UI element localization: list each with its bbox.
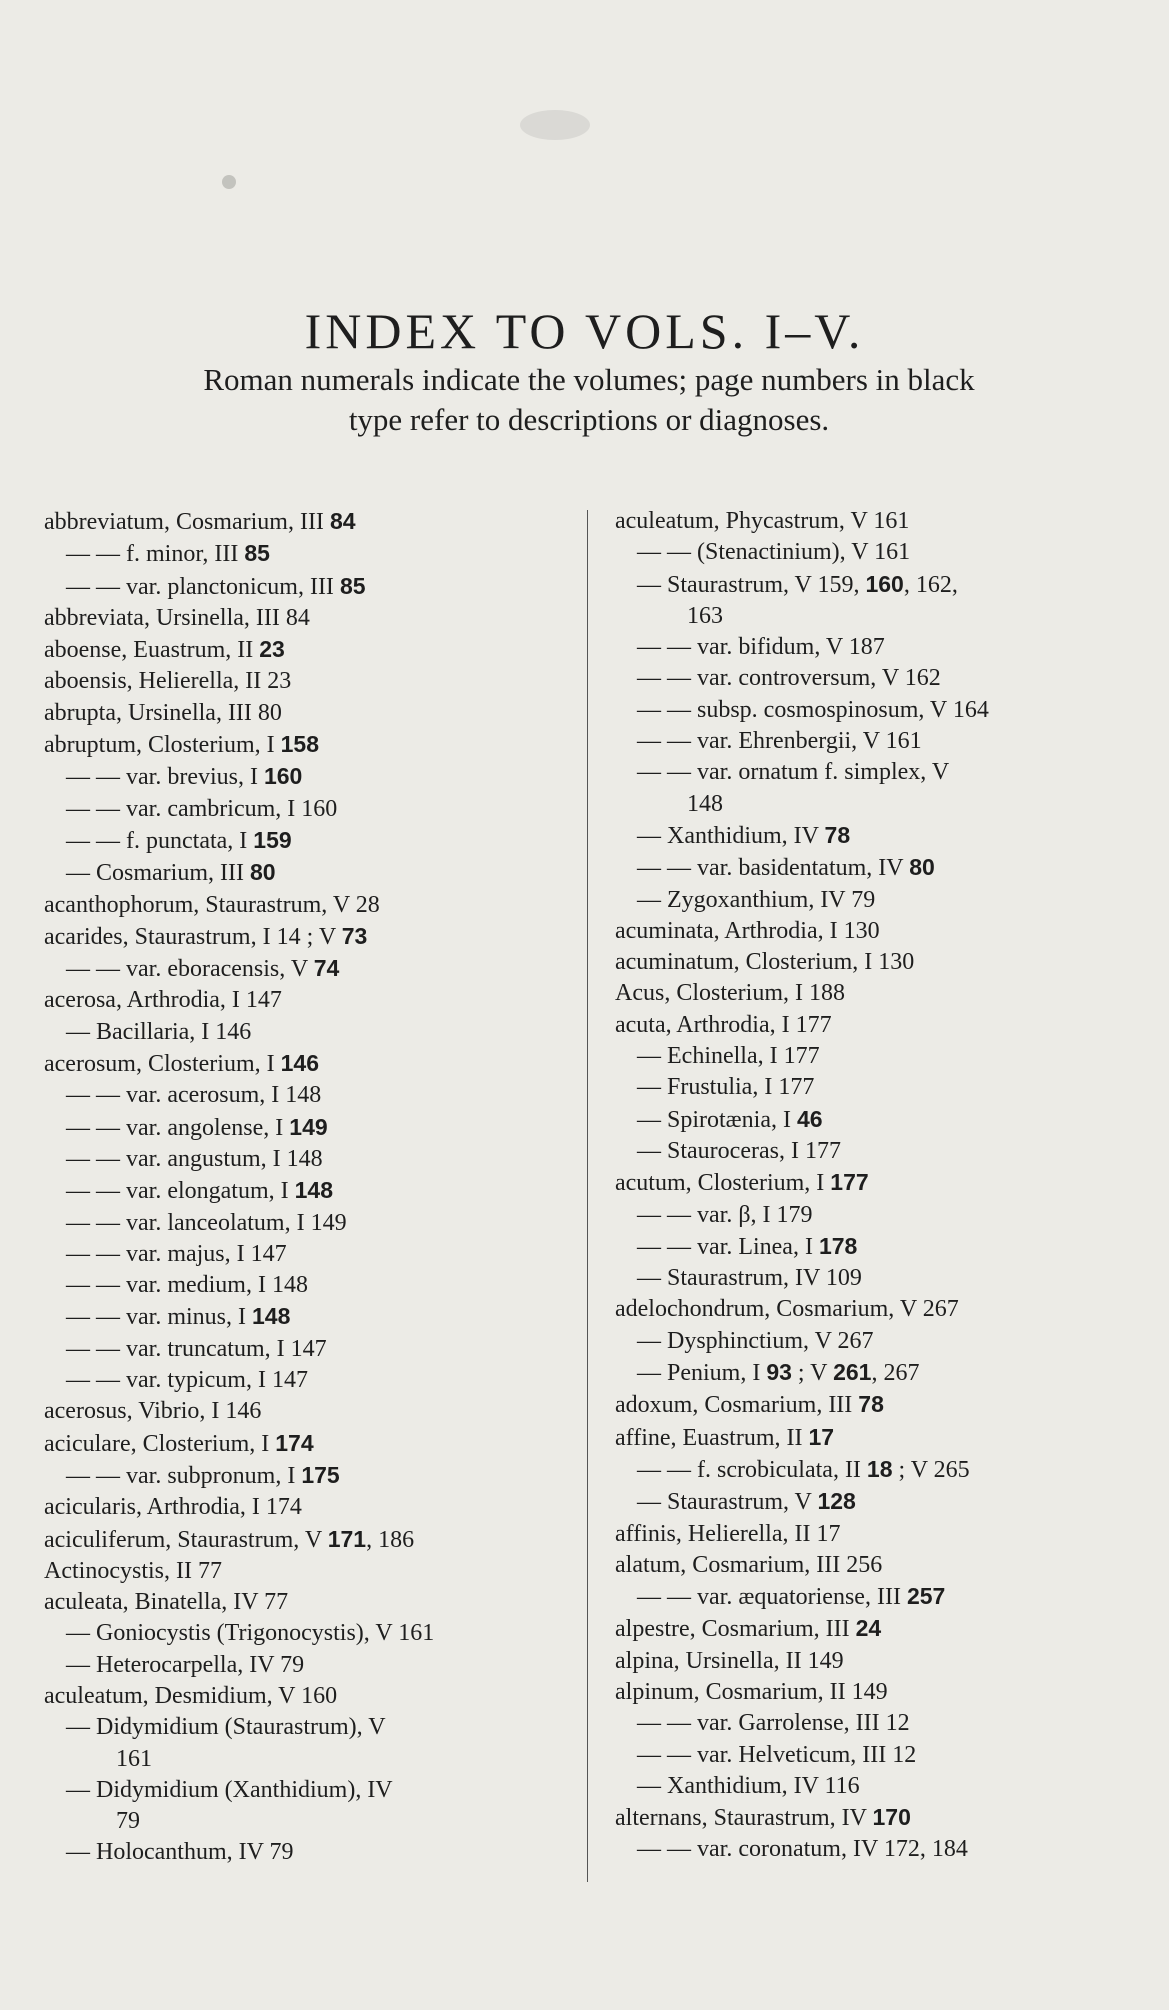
entry-text: alternans, Staurastrum, IV bbox=[615, 1805, 873, 1832]
index-entry bbox=[44, 1365, 574, 1396]
entry-page-bold: 159 bbox=[253, 826, 292, 853]
entry-text: Actinocystis, II 77 bbox=[44, 1557, 222, 1584]
entry-page-bold: 18 bbox=[866, 1455, 893, 1482]
index-entry bbox=[615, 1802, 1135, 1834]
index-entry bbox=[615, 1581, 1135, 1613]
entry-text: — — var. bifidum, V 187 bbox=[637, 634, 885, 661]
index-entry bbox=[44, 506, 574, 538]
index-entry bbox=[615, 506, 1135, 537]
entry-page-bold: 160 bbox=[865, 570, 904, 597]
entry-text: — — var. brevius, I bbox=[66, 764, 264, 791]
index-entry bbox=[615, 1072, 1135, 1103]
index-entry bbox=[615, 1454, 1135, 1486]
entry-page-bold: 74 bbox=[313, 955, 340, 982]
index-entry bbox=[44, 1428, 574, 1460]
index-entry bbox=[615, 1613, 1135, 1645]
index-column-right bbox=[615, 506, 1135, 1866]
entry-text: — — var. elongatum, I bbox=[66, 1178, 295, 1205]
entry-page-bold: 261 bbox=[833, 1359, 872, 1386]
entry-text: — Stauroceras, I 177 bbox=[637, 1137, 841, 1164]
index-entry bbox=[44, 1334, 574, 1365]
index-entry bbox=[44, 1681, 574, 1712]
entry-page-bold: 78 bbox=[858, 1391, 884, 1418]
entry-text: — Didymidium (Staurastrum), V bbox=[66, 1714, 386, 1741]
entry-text: — Staurastrum, V bbox=[637, 1489, 818, 1516]
index-entry bbox=[615, 695, 1135, 726]
entry-text: , 162, bbox=[903, 571, 958, 598]
entry-page-bold: 178 bbox=[818, 1232, 858, 1259]
index-entry bbox=[44, 1396, 574, 1427]
entry-page-bold: 73 bbox=[341, 922, 368, 949]
index-entry bbox=[615, 663, 1135, 694]
page-smudge bbox=[222, 175, 236, 189]
page-title: INDEX TO VOLS. I–V. bbox=[304, 302, 865, 359]
entry-page-bold: 85 bbox=[244, 540, 270, 567]
entry-page-bold: 257 bbox=[906, 1583, 946, 1610]
index-entry bbox=[44, 1618, 574, 1649]
index-entry bbox=[615, 1771, 1135, 1802]
index-entry bbox=[615, 1834, 1135, 1865]
index-entry bbox=[44, 1270, 574, 1301]
entry-text: — Zygoxanthium, IV 79 bbox=[637, 886, 876, 913]
entry-text: — Goniocystis (Trigonocystis), V 161 bbox=[66, 1620, 435, 1647]
entry-text: — Frustulia, I 177 bbox=[637, 1074, 815, 1101]
entry-text: adoxum, Cosmarium, III bbox=[615, 1392, 859, 1419]
entry-page-bold: 177 bbox=[830, 1169, 869, 1196]
entry-text: — — var. β, I 179 bbox=[637, 1201, 813, 1228]
entry-text: — — var. truncatum, I 147 bbox=[66, 1335, 327, 1362]
entry-text: — — var. minus, I bbox=[66, 1304, 252, 1331]
entry-page-bold: 84 bbox=[329, 508, 356, 534]
entry-text: aciculiferum, Staurastrum, V bbox=[44, 1526, 328, 1553]
entry-text: aboensis, Helierella, II 23 bbox=[44, 668, 292, 695]
entry-text: — Xanthidium, IV bbox=[637, 822, 825, 849]
entry-text: — Heterocarpella, IV 79 bbox=[66, 1651, 305, 1678]
index-entry bbox=[615, 1167, 1135, 1199]
page-smudge bbox=[520, 110, 590, 140]
entry-text: — — var. lanceolatum, I 149 bbox=[66, 1209, 347, 1236]
entry-text: adelochondrum, Cosmarium, V 267 bbox=[615, 1296, 959, 1323]
entry-page-bold: 24 bbox=[855, 1615, 882, 1642]
index-entry bbox=[615, 1677, 1135, 1708]
entry-text: aculeata, Binatella, IV 77 bbox=[44, 1589, 289, 1616]
entry-text: acerosum, Closterium, I bbox=[44, 1051, 281, 1078]
index-entry bbox=[615, 916, 1135, 947]
index-entry bbox=[44, 1712, 574, 1743]
entry-text: — Cosmarium, III bbox=[66, 860, 250, 887]
index-entry bbox=[615, 1041, 1135, 1072]
index-entry bbox=[615, 1104, 1135, 1136]
index-entry bbox=[44, 1492, 574, 1523]
entry-text: — — var. majus, I 147 bbox=[66, 1240, 287, 1267]
index-entry bbox=[615, 1200, 1135, 1231]
entry-text: acerosa, Arthrodia, I 147 bbox=[44, 987, 282, 1014]
entry-page-bold: 17 bbox=[808, 1423, 835, 1450]
index-entry bbox=[44, 1775, 574, 1806]
entry-text: — Spirotænia, I bbox=[637, 1106, 797, 1133]
entry-text: — Penium, I bbox=[637, 1360, 767, 1387]
entry-text: — — var. acerosum, I 148 bbox=[66, 1082, 322, 1109]
entry-text: aculeatum, Phycastrum, V 161 bbox=[615, 508, 910, 534]
entry-text: — Echinella, I 177 bbox=[637, 1043, 820, 1070]
entry-text: acicularis, Arthrodia, I 174 bbox=[44, 1494, 302, 1521]
entry-text: acuminata, Arthrodia, I 130 bbox=[615, 917, 880, 944]
entry-text: — — var. controversum, V 162 bbox=[637, 665, 941, 692]
entry-text: 79 bbox=[116, 1808, 140, 1835]
entry-page-bold: 46 bbox=[797, 1105, 823, 1132]
index-entry bbox=[615, 947, 1135, 978]
index-entry bbox=[44, 1080, 574, 1111]
entry-text: alpina, Ursinella, II 149 bbox=[615, 1647, 844, 1674]
index-entry bbox=[44, 729, 574, 761]
index-entry bbox=[44, 1744, 574, 1775]
entry-page-bold: 170 bbox=[872, 1804, 911, 1831]
index-entry bbox=[44, 761, 574, 793]
entry-text: — — var. coronatum, IV 172, 184 bbox=[637, 1836, 968, 1863]
index-entry bbox=[615, 537, 1135, 568]
entry-text: — — f. scrobiculata, II bbox=[637, 1456, 867, 1483]
index-entry bbox=[44, 1144, 574, 1175]
entry-page-bold: 171 bbox=[327, 1525, 367, 1552]
entry-text: — — var. angustum, I 148 bbox=[66, 1145, 323, 1172]
entry-text: affinis, Helierella, II 17 bbox=[615, 1520, 841, 1547]
index-entry bbox=[615, 885, 1135, 916]
index-entry bbox=[44, 1524, 574, 1556]
index-entry bbox=[615, 820, 1135, 852]
entry-text: 148 bbox=[687, 790, 723, 817]
index-entry bbox=[615, 726, 1135, 757]
index-entry bbox=[44, 1806, 574, 1837]
index-entry bbox=[615, 1326, 1135, 1357]
entry-text: — — var. Ehrenbergii, V 161 bbox=[637, 728, 922, 755]
entry-text: — — var. Linea, I bbox=[637, 1233, 819, 1260]
entry-text: aculeatum, Desmidium, V 160 bbox=[44, 1682, 338, 1709]
index-entry bbox=[44, 603, 574, 634]
entry-text: — — var. typicum, I 147 bbox=[66, 1367, 308, 1394]
index-entry bbox=[615, 1486, 1135, 1518]
entry-page-bold: 80 bbox=[249, 859, 276, 886]
index-entry bbox=[615, 632, 1135, 663]
entry-text: affine, Euastrum, II bbox=[615, 1424, 809, 1451]
entry-text: alpestre, Cosmarium, III bbox=[615, 1616, 856, 1643]
entry-text: — Dysphinctium, V 267 bbox=[637, 1327, 874, 1354]
index-column-left bbox=[44, 506, 574, 1869]
entry-text: — — var. medium, I 148 bbox=[66, 1272, 308, 1299]
index-entry bbox=[615, 757, 1135, 788]
page-subtitle bbox=[44, 360, 1134, 440]
entry-text: — — (Stenactinium), V 161 bbox=[637, 539, 911, 566]
entry-text: — Xanthidium, IV 116 bbox=[637, 1772, 860, 1799]
index-entry bbox=[44, 634, 574, 666]
index-entry bbox=[44, 666, 574, 697]
entry-text: , 186 bbox=[366, 1526, 415, 1553]
entry-text: acanthophorum, Staurastrum, V 28 bbox=[44, 891, 380, 918]
entry-text: — — f. punctata, I bbox=[66, 827, 254, 854]
entry-text: — — var. ornatum f. simplex, V bbox=[637, 759, 950, 786]
entry-text: acuminatum, Closterium, I 130 bbox=[615, 949, 915, 976]
index-entry bbox=[615, 1263, 1135, 1294]
entry-text: , 267 bbox=[871, 1360, 920, 1387]
entry-text: — — f. minor, III bbox=[66, 541, 245, 568]
index-entry bbox=[44, 1587, 574, 1618]
entry-page-bold: 175 bbox=[301, 1461, 340, 1488]
entry-page-bold: 78 bbox=[824, 821, 851, 848]
entry-text: — — var. Helveticum, III 12 bbox=[637, 1741, 917, 1768]
index-entry bbox=[44, 794, 574, 825]
entry-text: abruptum, Closterium, I bbox=[44, 732, 281, 759]
entry-text: 161 bbox=[116, 1745, 152, 1772]
entry-text: — — subsp. cosmospinosum, V 164 bbox=[637, 696, 989, 723]
index-entry bbox=[615, 1708, 1135, 1739]
index-entry bbox=[44, 1175, 574, 1207]
entry-text: — Staurastrum, IV 109 bbox=[637, 1265, 862, 1292]
entry-text: — Didymidium (Xanthidium), IV bbox=[66, 1776, 393, 1803]
index-entry bbox=[44, 571, 574, 603]
index-entry bbox=[44, 985, 574, 1016]
index-entry bbox=[44, 890, 574, 921]
entry-text: alpinum, Cosmarium, II 149 bbox=[615, 1678, 888, 1705]
index-entry bbox=[615, 978, 1135, 1009]
entry-text: 163 bbox=[687, 602, 723, 629]
index-entry bbox=[615, 601, 1135, 632]
index-entry bbox=[44, 1301, 574, 1333]
entry-text: acarides, Staurastrum, I 14 ; V bbox=[44, 923, 342, 950]
entry-text: — — var. Garrolense, III 12 bbox=[637, 1710, 910, 1737]
index-entry bbox=[615, 569, 1135, 601]
entry-text: aciculare, Closterium, I bbox=[44, 1430, 276, 1457]
entry-page-bold: 160 bbox=[263, 763, 303, 790]
entry-text: acutum, Closterium, I bbox=[615, 1170, 831, 1197]
index-entry bbox=[615, 1550, 1135, 1581]
entry-text: — — var. cambricum, I 160 bbox=[66, 795, 338, 822]
index-entry bbox=[615, 852, 1135, 884]
index-entry bbox=[44, 538, 574, 570]
entry-page-bold: 128 bbox=[817, 1488, 856, 1515]
index-entry bbox=[44, 921, 574, 953]
entry-text: — — var. subpronum, I bbox=[66, 1462, 302, 1489]
entry-text: — — var. æquatoriense, III bbox=[637, 1584, 907, 1611]
entry-text: — Staurastrum, V 159, bbox=[637, 571, 866, 598]
subtitle-line: Roman numerals indicate the volumes; page numbers in black bbox=[203, 362, 975, 397]
entry-text: — — var. angolense, I bbox=[66, 1114, 290, 1141]
index-entry bbox=[615, 1231, 1135, 1263]
entry-text: acuta, Arthrodia, I 177 bbox=[615, 1011, 832, 1038]
entry-page-bold: 85 bbox=[339, 572, 366, 599]
index-entry bbox=[44, 1460, 574, 1492]
index-entry bbox=[615, 1136, 1135, 1167]
index-entry bbox=[615, 1010, 1135, 1041]
entry-text: abbreviatum, Cosmarium, III bbox=[44, 509, 330, 535]
entry-text: — — var. basidentatum, IV bbox=[637, 855, 910, 882]
entry-text: abrupta, Ursinella, III 80 bbox=[44, 699, 282, 726]
entry-text: alatum, Cosmarium, III 256 bbox=[615, 1551, 883, 1578]
entry-text: ; V bbox=[791, 1360, 834, 1387]
entry-page-bold: 148 bbox=[252, 1303, 291, 1330]
index-entry bbox=[615, 1294, 1135, 1325]
index-entry bbox=[44, 953, 574, 985]
entry-page-bold: 174 bbox=[275, 1429, 314, 1456]
entry-text: Acus, Closterium, I 188 bbox=[615, 980, 845, 1007]
entry-text: — Bacillaria, I 146 bbox=[66, 1018, 252, 1045]
entry-page-bold: 158 bbox=[280, 731, 320, 758]
entry-page-bold: 80 bbox=[909, 854, 935, 881]
index-entry bbox=[615, 1519, 1135, 1550]
entry-page-bold: 23 bbox=[259, 636, 285, 663]
index-entry bbox=[615, 789, 1135, 820]
index-entry bbox=[44, 1208, 574, 1239]
index-entry bbox=[44, 1048, 574, 1080]
index-entry bbox=[44, 1556, 574, 1587]
column-divider bbox=[587, 510, 588, 1882]
index-entry bbox=[44, 1112, 574, 1144]
entry-page-bold: 146 bbox=[280, 1050, 319, 1077]
entry-text: abbreviata, Ursinella, III 84 bbox=[44, 604, 310, 631]
index-entry bbox=[615, 1357, 1135, 1389]
entry-text: — Holocanthum, IV 79 bbox=[66, 1839, 294, 1866]
index-entry bbox=[44, 1650, 574, 1681]
index-entry bbox=[615, 1740, 1135, 1771]
entry-text: — — var. eboracensis, V bbox=[66, 956, 314, 983]
entry-page-bold: 148 bbox=[294, 1177, 333, 1204]
index-entry bbox=[44, 857, 574, 889]
entry-text: aboense, Euastrum, II bbox=[44, 637, 260, 664]
subtitle-line: type refer to descriptions or diagnoses. bbox=[348, 402, 830, 437]
entry-page-bold: 149 bbox=[289, 1113, 328, 1140]
index-entry bbox=[615, 1389, 1135, 1421]
entry-text: acerosus, Vibrio, I 146 bbox=[44, 1398, 262, 1425]
entry-text: ; V 265 bbox=[892, 1456, 970, 1483]
index-entry bbox=[44, 1017, 574, 1048]
index-entry bbox=[615, 1422, 1135, 1454]
index-entry bbox=[44, 1837, 574, 1868]
index-entry bbox=[44, 1239, 574, 1270]
entry-text: — — var. planctonicum, III bbox=[66, 573, 340, 600]
index-entry bbox=[615, 1646, 1135, 1677]
entry-page-bold: 93 bbox=[766, 1359, 792, 1386]
index-entry bbox=[44, 825, 574, 857]
index-entry bbox=[44, 698, 574, 729]
